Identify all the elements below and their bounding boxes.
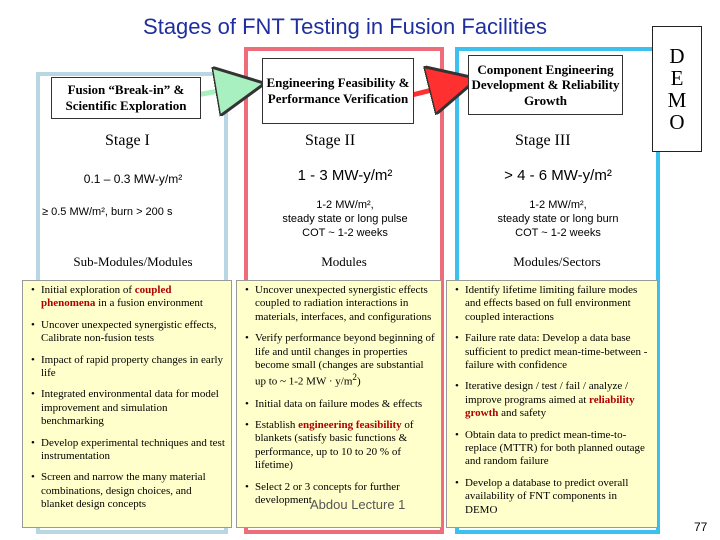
list-item: • Initial exploration of coupled phenomena in a fusion environment (41, 284, 226, 311)
wall-load-text: 0.5 MW/m², burn > 200 s (51, 206, 173, 218)
wall-load-line: COT ~ 1-2 weeks (302, 226, 388, 239)
modules-stage-1: Sub-Modules/Modules (73, 254, 193, 269)
list-item: • Integrated environmental data for model improvement and simulation benchmarking (41, 388, 226, 428)
modules-stage-3: Modules/Sectors (513, 254, 601, 269)
list-item: • Initial data on failure modes & effects (255, 398, 436, 411)
list-item: • Uncover unexpected synergistic effects, Calibrate non-fusion tests (41, 319, 226, 346)
page-title: Stages of FNT Testing in Fusion Facilities (143, 14, 547, 39)
wall-load-line: 1-2 MW/m², (529, 199, 587, 211)
demo-letter: E (670, 65, 684, 90)
stage-3-label: Stage III (515, 132, 571, 149)
modules-stage-2: Modules (321, 254, 367, 269)
fluence-stage-2: 1 - 3 MW-y/m² (297, 167, 393, 184)
wall-load-line: COT ~ 1-2 weeks (515, 226, 601, 239)
list-item: • Obtain data to predict mean-time-to-replace (MTTR) for both planned outage and random failure (465, 429, 652, 469)
wall-load-stage-3 (460, 199, 656, 240)
list-item: • Establish engineering feasibility of blankets (satisfy basic functions & performance, up to 10 to 20 % of lifetime) (255, 419, 436, 473)
list-item: • Uncover unexpected synergistic effects coupled to radiation interactions in materials, interfaces, and configurations (255, 284, 436, 324)
stage-3-description: Component Engineering Development & Reliability Growth (468, 55, 623, 115)
list-item: • Screen and narrow the many material combinations, design choices, and blanket design concepts (41, 471, 226, 511)
stage-2-description: Engineering Feasibility & Performance Verification (262, 58, 414, 124)
arrow-stage1-to-stage2 (196, 85, 255, 95)
list-item: • Develop a database to predict overall availability of FNT components in DEMO (465, 477, 652, 517)
wall-load-line: steady state or long pulse (282, 212, 408, 225)
fluence-stage-3: > 4 - 6 MW-y/m² (504, 167, 612, 184)
stage-1-description: Fusion “Break-in” & Scientific Exploration (51, 77, 201, 119)
list-item: • Select 2 or 3 concepts for further development (255, 481, 436, 508)
list-item: • Identify lifetime limiting failure modes and effects based on full environment coupled interactions (465, 284, 652, 324)
ge-symbol: ≥ (42, 206, 49, 218)
stage-3-goals (446, 280, 658, 528)
watermark: Abdou Lecture 1 (310, 497, 406, 512)
stage-2-goals (236, 280, 442, 528)
demo-letter: D (669, 43, 685, 68)
demo-letter: O (669, 110, 685, 135)
page-number: 77 (694, 520, 708, 534)
list-item: • Develop experimental techniques and test instrumentation (41, 437, 226, 464)
wall-load-line: steady state or long burn (497, 212, 619, 225)
stage-1-goals (22, 280, 232, 528)
stage-1-label: Stage I (105, 132, 150, 149)
wall-load-stage-1 (42, 206, 232, 218)
list-item: • Verify performance beyond beginning of life and until changes in properties become small (changes are substantial up to ~ 1-2 MW · $y/m^2$) (255, 332, 436, 389)
wall-load-line: 1-2 MW/m², (316, 199, 374, 211)
list-item: • Failure rate data: Develop a data base sufficient to predict mean-time-between -failure with confidence (465, 332, 652, 372)
list-item: • Iterative design / test / fail / analyze / improve programs aimed at reliability growth and safety (465, 380, 652, 420)
demo-box (652, 26, 702, 152)
arrow-stage2-to-stage3 (412, 81, 468, 95)
demo-letter: M (667, 88, 687, 112)
list-item: • Impact of rapid property changes in early life (41, 354, 226, 381)
wall-load-stage-2 (250, 199, 440, 240)
fluence-stage-1: 0.1 – 0.3 MW-y/m² (83, 172, 183, 186)
stage-2-label: Stage II (305, 132, 356, 149)
